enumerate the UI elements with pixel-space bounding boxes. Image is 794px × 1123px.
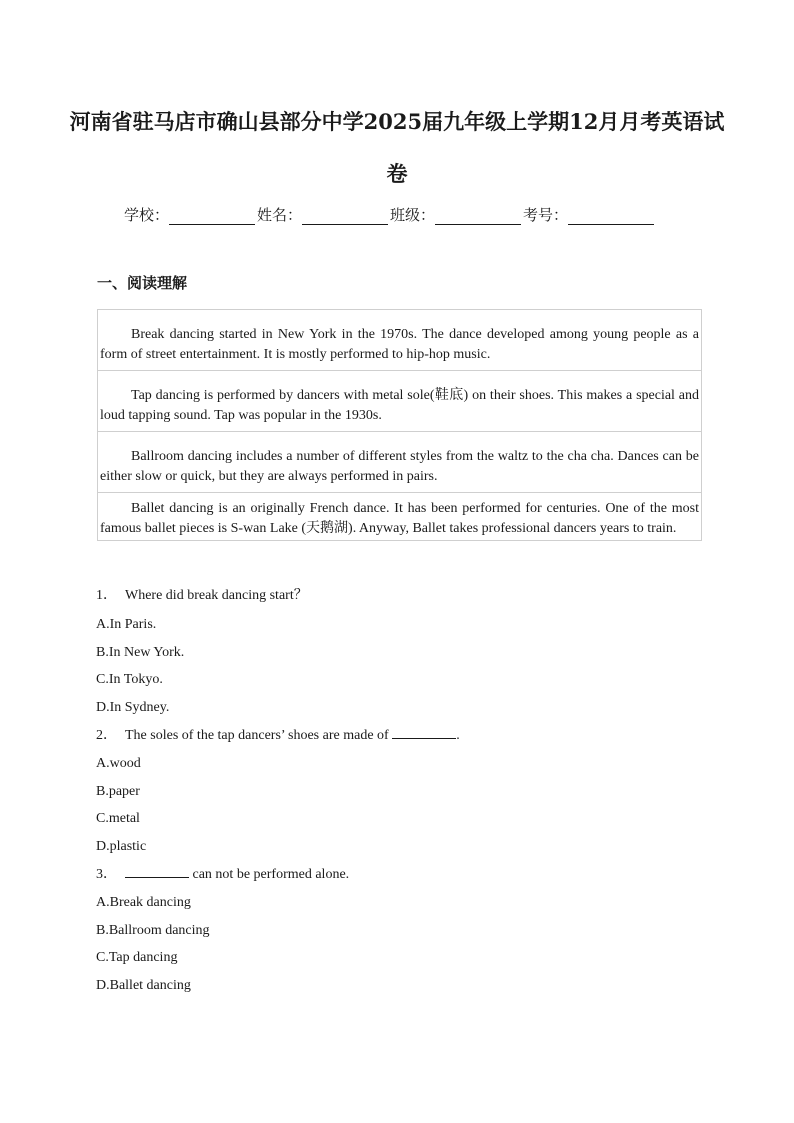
option-2a[interactable]: A.wood	[96, 756, 141, 771]
option-1c[interactable]: C.In Tokyo.	[96, 672, 163, 687]
id-blank[interactable]	[568, 208, 654, 225]
option-3b[interactable]: B.Ballroom dancing	[96, 922, 210, 938]
passage-table	[97, 309, 702, 541]
student-info-row	[124, 204, 656, 225]
class-blank[interactable]	[435, 208, 521, 225]
title-line-1: 河南省驻马店市确山县部分中学2025届九年级上学期12月月考英语试	[69, 109, 725, 134]
school-label: 学校：	[124, 206, 170, 224]
class-label: 班级：	[390, 206, 436, 224]
option-2d[interactable]: D.plastic	[96, 838, 147, 854]
section-heading: 一、阅读理解	[97, 274, 188, 292]
answer-blank[interactable]	[125, 863, 189, 878]
option-2c[interactable]: C.metal	[96, 811, 140, 826]
title-line-2: 卷	[386, 161, 408, 186]
name-blank[interactable]	[302, 208, 388, 225]
exam-title	[60, 96, 734, 200]
name-label: 姓名：	[257, 206, 303, 224]
passage-ballroom-dancing: Ballroom dancing includes a number of different styles from the waltz to the cha cha. Dances can be either slow or quick, but they are always performed in pairs.	[98, 431, 701, 492]
question-1	[96, 585, 716, 614]
option-3c[interactable]: C.Tap dancing	[96, 950, 178, 965]
question-2	[96, 724, 716, 753]
id-label: 考号：	[523, 206, 569, 224]
question-number: 2．	[96, 728, 117, 743]
option-3a[interactable]: A.Break dancing	[96, 895, 191, 910]
question-text: Where did break dancing start？	[125, 588, 308, 603]
question-list	[96, 585, 716, 1002]
answer-blank[interactable]	[392, 724, 456, 739]
option-2b[interactable]: B.paper	[96, 783, 140, 799]
passage-break-dancing: Break dancing started in New York in the 1970s. The dance developed among young people as a form of street entertainment. It is mostly performed to hip-hop music.	[100, 327, 699, 362]
passage-tap-dancing: Tap dancing is performed by dancers with metal sole(鞋底) on their shoes. This makes a special and loud tapping sound. Tap was popular in the 1930s.	[98, 370, 701, 431]
passage-ballet-dancing: Ballet dancing is an originally French dance. It has been performed for centuries. One of the most famous ballet pieces is S-wan Lake (天鹅湖). Anyway, Ballet takes professional dancers years to train.	[98, 492, 701, 540]
question-text-end: .	[456, 728, 460, 743]
school-blank[interactable]	[169, 208, 255, 225]
question-3	[96, 863, 716, 892]
question-number: 1．	[96, 588, 117, 603]
option-1d[interactable]: D.In Sydney.	[96, 699, 170, 715]
question-text: can not be performed alone.	[189, 867, 350, 882]
question-text: The soles of the tap dancers’ shoes are made of	[125, 728, 393, 743]
option-3d[interactable]: D.Ballet dancing	[96, 977, 191, 993]
question-number: 3．	[96, 867, 117, 882]
option-1b[interactable]: B.In New York.	[96, 644, 185, 660]
option-1a[interactable]: A.In Paris.	[96, 617, 157, 632]
